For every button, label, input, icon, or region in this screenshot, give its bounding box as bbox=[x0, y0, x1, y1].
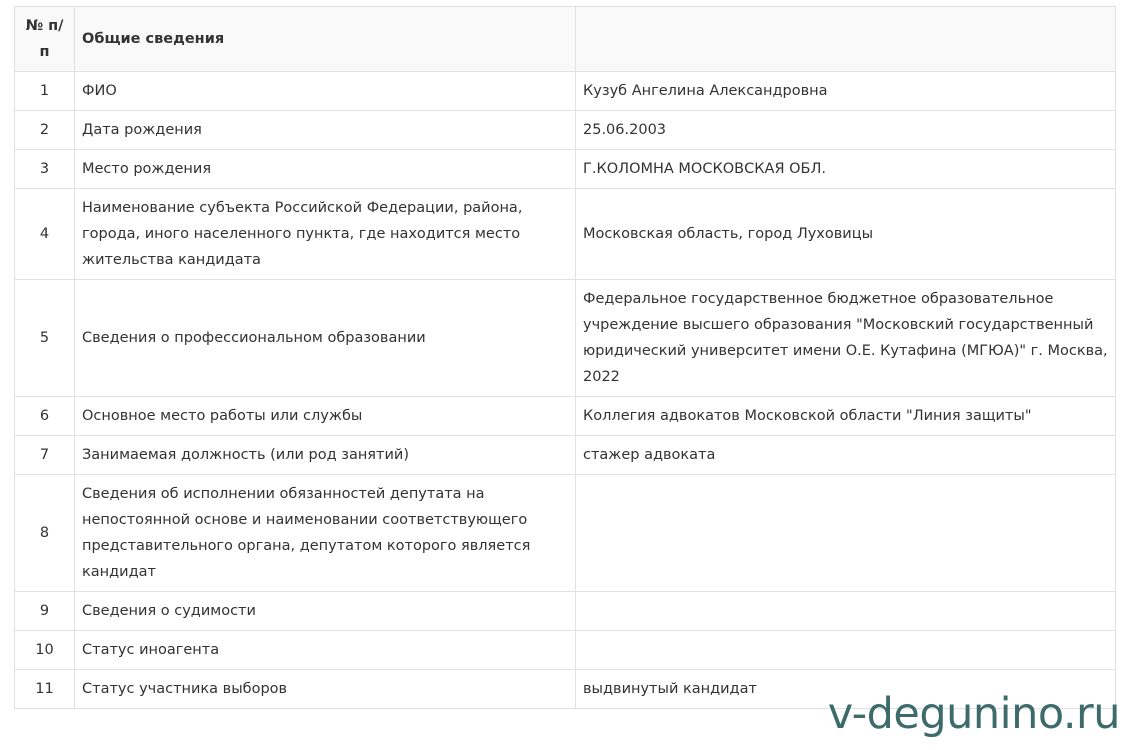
row-value: Московская область, город Луховицы bbox=[576, 189, 1116, 280]
row-label: Статус иноагента bbox=[75, 631, 576, 670]
row-num: 7 bbox=[15, 436, 75, 475]
row-value bbox=[576, 592, 1116, 631]
row-value: Г.КОЛОМНА МОСКОВСКАЯ ОБЛ. bbox=[576, 150, 1116, 189]
row-label: Основное место работы или службы bbox=[75, 397, 576, 436]
table-row bbox=[15, 72, 1116, 111]
row-label: Занимаемая должность (или род занятий) bbox=[75, 436, 576, 475]
row-label: Статус участника выборов bbox=[75, 670, 576, 709]
row-num: 10 bbox=[15, 631, 75, 670]
header-title: Общие сведения bbox=[75, 7, 576, 72]
row-value: стажер адвоката bbox=[576, 436, 1116, 475]
row-label: ФИО bbox=[75, 72, 576, 111]
header-num: № п/п bbox=[15, 7, 75, 72]
row-num: 6 bbox=[15, 397, 75, 436]
header-value bbox=[576, 7, 1116, 72]
table-row bbox=[15, 436, 1116, 475]
table-row bbox=[15, 397, 1116, 436]
table-row bbox=[15, 189, 1116, 280]
site-watermark: v-degunino.ru bbox=[827, 689, 1120, 739]
row-value: Коллегия адвокатов Московской области "Линия защиты" bbox=[576, 397, 1116, 436]
row-num: 3 bbox=[15, 150, 75, 189]
row-label: Сведения о профессиональном образовании bbox=[75, 280, 576, 397]
row-value: 25.06.2003 bbox=[576, 111, 1116, 150]
candidate-info-table bbox=[14, 6, 1116, 709]
row-num: 4 bbox=[15, 189, 75, 280]
row-value: Кузуб Ангелина Александровна bbox=[576, 72, 1116, 111]
row-num: 11 bbox=[15, 670, 75, 709]
table-row bbox=[15, 631, 1116, 670]
row-value: Федеральное государственное бюджетное образовательное учреждение высшего образования "Московский государственный юридический университет имени О.Е. Кутафина (МГЮА)" г. Москва, 2022 bbox=[576, 280, 1116, 397]
row-num: 5 bbox=[15, 280, 75, 397]
row-label: Место рождения bbox=[75, 150, 576, 189]
row-num: 8 bbox=[15, 475, 75, 592]
table-row bbox=[15, 475, 1116, 592]
row-num: 2 bbox=[15, 111, 75, 150]
table-row bbox=[15, 592, 1116, 631]
row-num: 1 bbox=[15, 72, 75, 111]
table-row bbox=[15, 150, 1116, 189]
table-row bbox=[15, 280, 1116, 397]
row-num: 9 bbox=[15, 592, 75, 631]
row-label: Сведения о судимости bbox=[75, 592, 576, 631]
row-value bbox=[576, 631, 1116, 670]
row-value: выдвинутый кандидат bbox=[576, 670, 1116, 709]
row-value bbox=[576, 475, 1116, 592]
table-header-row bbox=[15, 7, 1116, 72]
table-row bbox=[15, 111, 1116, 150]
row-label: Наименование субъекта Российской Федерации, района, города, иного населенного пункта, где находится место жительства кандидата bbox=[75, 189, 576, 280]
row-label: Дата рождения bbox=[75, 111, 576, 150]
row-label: Сведения об исполнении обязанностей депутата на непостоянной основе и наименовании соответствующего представительного органа, депутатом которого является кандидат bbox=[75, 475, 576, 592]
